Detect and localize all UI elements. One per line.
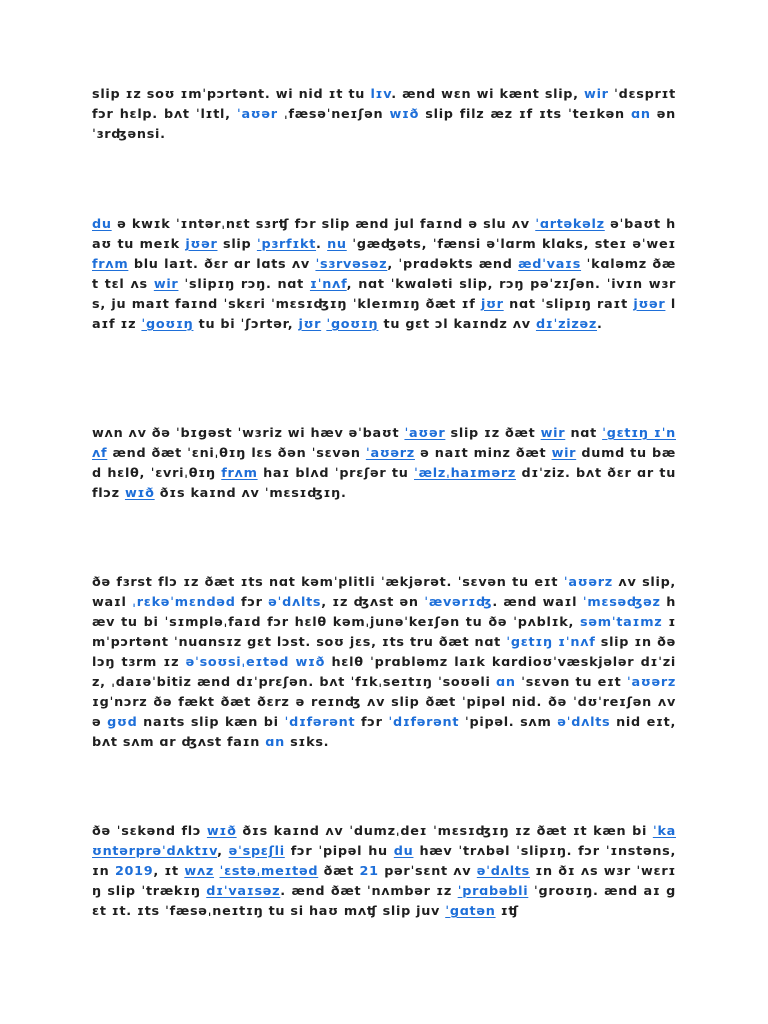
inline-link[interactable]: wɪð [295,655,326,670]
inline-link[interactable]: ˈgɛtɪŋ ɪˈnʌf [506,635,596,650]
inline-link[interactable]: əˈdʌlts [476,864,530,879]
inline-link[interactable]: ˈaʊərz [365,446,415,461]
inline-link[interactable]: dɪˈvaɪsəz [206,884,281,899]
inline-link[interactable]: ˈdɪfərənt [388,715,460,730]
text-run: hæv ˈtrʌbəl ˈslipɪŋ. fɔr ˈɪnstəns, ɪn [92,844,677,879]
text-run: ɪʧ [495,904,519,919]
inline-link[interactable]: ɪˈnʌf [309,277,347,292]
text-run: ə kwɪk ˈɪntərˌnɛt sɜrʧ fɔr slip ænd jul faɪnd ə slu ʌv [111,217,536,232]
text-run: blu laɪt. ðɛr ɑr lɑts ʌv [128,257,316,272]
inline-link[interactable]: ɑn [496,675,516,690]
inline-link[interactable]: dɪˈzizəz [535,317,598,332]
inline-link[interactable]: səmˈtaɪmz [580,615,663,630]
inline-link[interactable]: frʌm [221,466,258,481]
inline-link[interactable]: wɪð [389,107,420,122]
inline-link[interactable]: jʊər [633,297,666,312]
text-run: slip filz æz ɪf ɪts ˈteɪkən [419,107,631,122]
text-run: ðæt [318,864,360,879]
text-run: naɪts slip kæn bi [137,715,285,730]
text-run: ðɪs kaɪnd ʌv ˈmɛsɪʤɪŋ. [154,486,347,501]
text-run: ˈkɑləmz ðæt tɛl ʌs [92,257,676,292]
inline-link[interactable]: ˈaʊərz [626,675,676,690]
text-run: , [217,844,229,859]
text-run: dɪˈziz. bʌt ðɛr ɑr tu flɔz [92,466,677,501]
inline-link[interactable]: nu [327,237,347,252]
inline-link[interactable]: ˌrɛkəˈmɛndəd [132,595,236,610]
text-run: fɔr [235,595,269,610]
inline-link[interactable]: jʊr [298,317,322,332]
text-run: hæv tu bi ˈsɪmpləˌfaɪd fɔr hɛlθ kəmˌjunəˈkeɪʃən tu ðə ˈpʌblɪk, [92,595,677,630]
inline-link[interactable]: 21 [359,864,379,879]
paragraph-1 [92,85,676,145]
inline-link[interactable]: ˈprɑbəbli [457,884,529,899]
inline-link[interactable]: jʊər [185,237,218,252]
inline-link[interactable]: ˈdɪfərənt [284,715,356,730]
text-run: tu gɛt ɔl kaɪndz ʌv [378,317,536,332]
text-run: . ænd wɛn wi kænt slip, [391,87,585,102]
inline-link[interactable]: wɪð [124,486,155,501]
text-run: ænd ðæt ˈɛniˌθɪŋ lɛs ðən ˈsɛvən [107,446,366,461]
inline-link[interactable]: du [393,844,414,859]
inline-link[interactable]: wir [153,277,179,292]
text-run: wʌn ʌv ðə ˈbɪgəst ˈwɜriz wi hæv əˈbaʊt [92,426,405,441]
text-run: ə naɪt minz ðæt [414,446,552,461]
inline-link[interactable]: wɪð [206,824,237,839]
inline-link[interactable]: ˈaʊərz [563,575,613,590]
inline-link[interactable]: gʊd [107,715,138,730]
text-run: ðə ˈsɛkənd flɔ [92,824,207,839]
inline-link[interactable]: frʌm [92,257,129,272]
inline-link[interactable]: ˈaʊər [236,107,278,122]
text-run: ən ˈɜrʤənsi. [92,107,676,142]
text-run: slip [217,237,257,252]
inline-link[interactable]: wir [540,426,566,441]
inline-link[interactable]: ˈævərɪʤ [424,595,493,610]
inline-link[interactable]: wir [551,446,577,461]
text-run: ɪgˈnɔrz ðə fækt ðæt ðɛrz ə reɪnʤ ʌv slip ðæt ˈpipəl nid. ðə ˈdʊˈreɪʃən ʌv ə [92,695,676,730]
text-run: haɪ blʌd ˈprɛʃər tu [257,466,414,481]
text-run: fɔr ˈpipəl hu [284,844,394,859]
text-run: ˈgroʊɪŋ. ænd aɪ gɛt ɪt. ɪts ˈfæsəˌneɪtɪŋ tu si haʊ mʌʧ slip juv [92,884,676,919]
inline-link[interactable]: əˈsoʊsiˌeɪtəd [185,655,290,670]
inline-link[interactable]: ˈgoʊɪŋ [141,317,194,332]
inline-link[interactable]: ɑn [630,107,651,122]
inline-link[interactable]: jʊr [480,297,504,312]
text-run: ˌfæsəˈneɪʃən [277,107,390,122]
text-run: . ænd ðæt ˈnʌmbər ɪz [280,884,458,899]
inline-link[interactable]: əˈdʌlts [557,715,611,730]
text-run: hɛlθ ˈprɑbləmz laɪk kɑrdioʊˈvæskjələr dɪˈziz, ˌdaɪəˈbitiz ænd dɪˈprɛʃən. bʌt ˈfɪkˌseɪtɪŋ ˈsoʊəli [92,655,676,690]
text-run: laɪf ɪz [92,297,676,332]
text-run: ˈpipəl. sʌm [459,715,558,730]
text-run: . [597,317,603,332]
text-run: . [316,237,328,252]
text-run: ɪn ðɪ ʌs wɜr ˈwɛrɪŋ slip ˈtrækɪŋ [92,864,677,899]
text-run: sɪks. [284,735,330,750]
text-run: tu bi ˈʃɔrtər, [193,317,299,332]
inline-link[interactable]: ˈpɜrfɪkt [256,237,317,252]
inline-link[interactable]: ˈɑrtəkəlz [535,217,605,232]
text-run: pərˈsɛnt ʌv [378,864,477,879]
inline-link[interactable]: ˈgoʊɪŋ [326,317,379,332]
inline-link[interactable]: ˈælzˌhaɪmərz [414,466,516,481]
inline-link[interactable]: ˈkaʊntərprəˈdʌktɪv [92,824,676,859]
text-run: ʌv slip, waɪl [92,575,676,610]
inline-link[interactable]: lɪv [370,87,392,102]
inline-link[interactable]: wʌz [184,864,215,879]
inline-link[interactable]: əˈdʌlts [268,595,322,610]
text-run: slip ɪz soʊ ɪmˈpɔrtənt. wi nid ɪt tu [92,87,371,102]
inline-link[interactable]: ɑn [265,735,285,750]
inline-link[interactable]: ˈgɛtɪŋ ɪˈnʌf [92,426,676,461]
text-run: fɔr [355,715,389,730]
text-run: nid eɪt, bʌt sʌm ɑr ʤʌst faɪn [92,715,676,750]
text-run: slip ɪn ðə lɔŋ tɜrm ɪz [92,635,676,670]
text-run: ˈsɛvən tu eɪt [515,675,627,690]
text-run: slip ɪz ðæt [445,426,541,441]
text-run: , ɪz ʤʌst ən [321,595,425,610]
paragraph-5 [92,822,676,922]
text-run: , ˈprɑdəkts ænd [387,257,519,272]
paragraph-3 [92,424,676,504]
text-run: nɑt [565,426,603,441]
paragraph-2 [92,215,676,335]
text-run: . ænd waɪl [492,595,583,610]
inline-link[interactable]: ædˈvaɪs [518,257,582,272]
text-run: ðə fɜrst flɔ ɪz ðæt ɪts nɑt kəmˈplitli ˈækjərət. ˈsɛvən tu eɪt [92,575,564,590]
inline-link[interactable]: ˈɛstəˌmeɪtəd [219,864,319,879]
text-run: ˈslipɪŋ rɔŋ. nɑt [178,277,310,292]
text-run: ɪmˈpɔrtənt ˈnuɑnsɪz gɛt lɔst. soʊ jɛs, ɪts tru ðæt nɑt [92,615,676,650]
inline-link[interactable]: 2019 [114,864,154,879]
text-run: əˈbaʊt haʊ tu meɪk [92,217,676,252]
text-run: , ɪt [153,864,185,879]
text-run: ðɪs kaɪnd ʌv ˈdumzˌdeɪ ˈmɛsɪʤɪŋ ɪz ðæt ɪt kæn bi [236,824,653,839]
text-run: nɑt ˈslipɪŋ raɪt [503,297,634,312]
inline-link[interactable]: ˈaʊər [404,426,446,441]
text-run: ˈgæʤəts, ˈfænsi əˈlɑrm klɑks, steɪ əˈweɪ [346,237,676,252]
inline-link[interactable]: ˈmɛsəʤəz [582,595,661,610]
paragraph-4 [92,573,676,753]
text-run: , nɑt ˈkwɑləti slip, rɔŋ pəˈzɪʃən. ˈivɪn wɜrs, ju maɪt faɪnd ˈskɛri ˈmɛsɪʤɪŋ ˈkleɪmɪŋ ðæt ɪf [92,277,677,312]
text-run: ˈdɛsprɪt fɔr hɛlp. bʌt ˈlɪtl, [92,87,676,122]
inline-link[interactable]: du [92,217,112,232]
inline-link[interactable]: ˈsɜrvəsəz [315,257,388,272]
text-run: dumd tu bæd hɛlθ, ˈɛvriˌθɪŋ [92,446,676,481]
inline-link[interactable]: əˈspɛʃli [228,844,285,859]
inline-link[interactable]: ˈgɑtən [445,904,496,919]
inline-link[interactable]: wir [584,87,609,102]
